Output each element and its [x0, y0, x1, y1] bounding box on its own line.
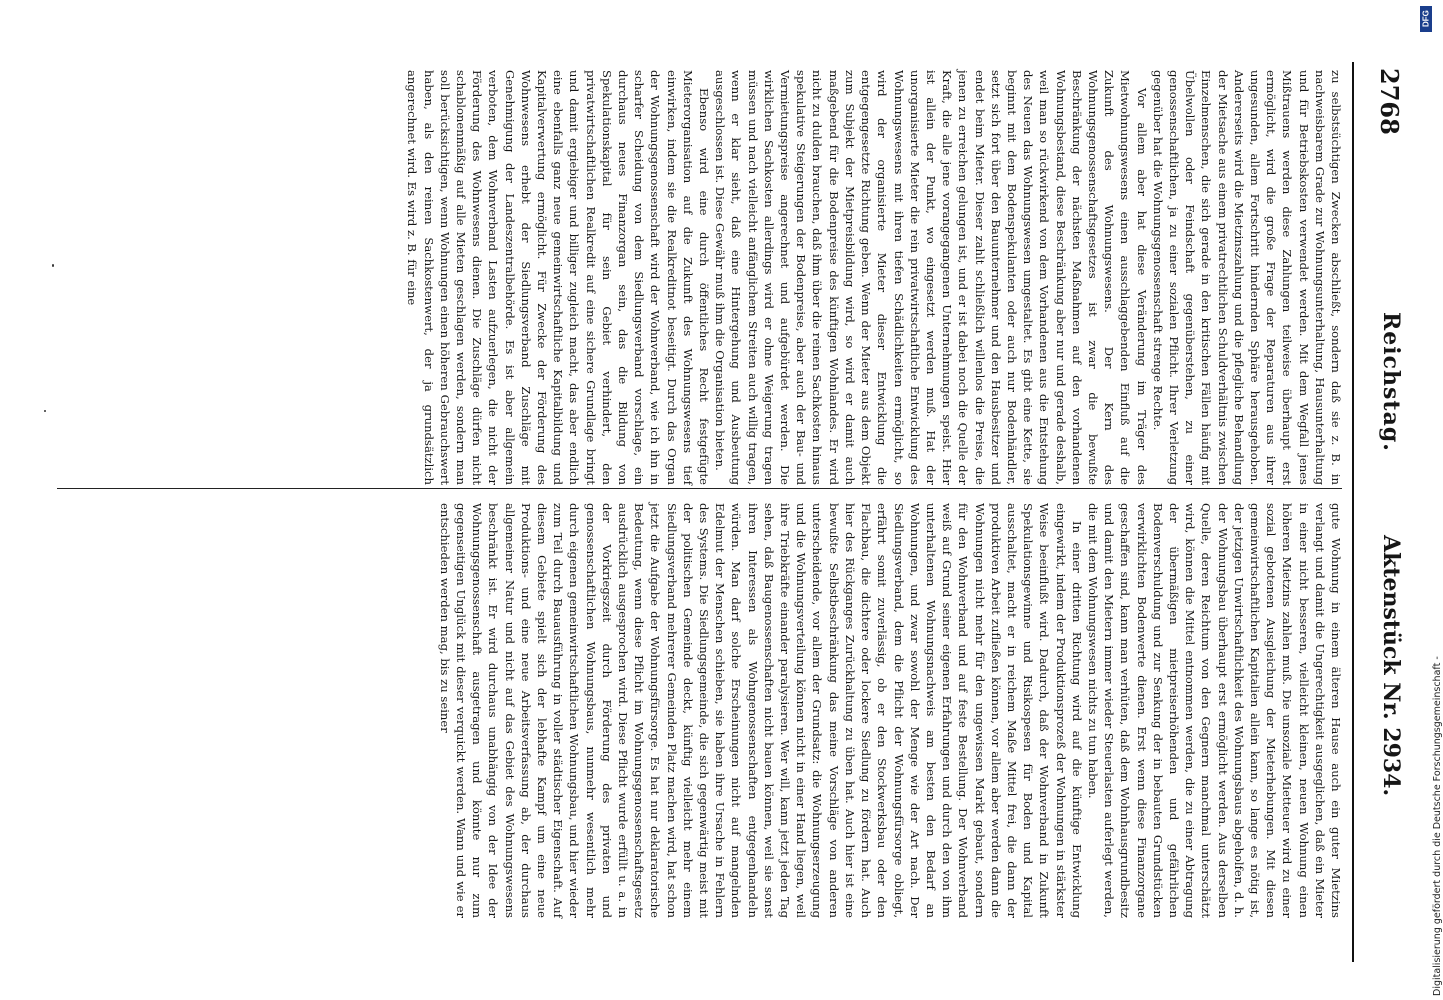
page-number: 2768: [1375, 68, 1404, 135]
running-title: Reichstag.: [1378, 312, 1404, 452]
scan-speck: [52, 264, 54, 267]
document-label: Aktenstück Nr. 2934.: [1378, 535, 1404, 797]
dfg-logo: DFG: [1420, 6, 1432, 32]
column-divider: [57, 488, 1342, 489]
text-column-right: [54, 503, 1344, 918]
paragraph: gute Wohnung in einem älteren Hause auch ein guter Mietzins verlangt und damit die Ungerechtigkeit ausgeglichen, daß ein Mieter in einer nicht besseren, vielleicht kleinen, neuen Wohnung einen höheren Mietzins zahlen muß. Die unsoziale Mietteuer wird zu einer sozial gebotenen Ausgleichung der Mieterhebungen. Mit diesen gemeinwirtschaftlichen Kapitalien allein kann, so lange es nötig ist, der jetzigen Unwirtschaftlichkeit des Wohnungsbaus abgeholfen, d. h. der Wohnungsbau überhaupt erst ermöglicht werden. Aus derselben Quelle, deren Reichtum von den Gegnern manchmal unterschätzt wird, können die Mittel entnommen werden, die zu einer Abtragung der übermäßigen mietpreiserhöhenden und gefährlichen Bodenverschuldung und zur Senkung der in bebauten Grundstücken verwirklichten Bodenwerte dienen. Erst wenn diese Finanzorgane geschaffen sind, kann man verhüten, daß dem Wohnhausgrundbesitz und damit den Mietern immer wieder Steuerlasten auferlegt werden, die mit dem Wohnungswesen nichts zu tun haben.: [1085, 503, 1343, 918]
text-column-left: [54, 70, 1344, 485]
header-rule: [1352, 62, 1354, 962]
digitization-note: Digitalisierung gefördert durch die Deutsche Forschungsgemeinschaft -: [1432, 656, 1443, 996]
paragraph: Ebenso wird eine durch öffentliches Recht festgefügte Mieterorganisation auf die Zukunft des Wohnungswesens tief einwirken, indem sie die Realkreditnot beseitigt. Durch das Organ der Wohnungsgenossenschaft wird der Wohnverband, wie ich ihn in scharfer Scheidung von dem Siedlungsverband vorschlage, ein durchaus neues Finanzorgan sein, das die Bildung von Spekulationskapital für sein Gebiet verhindert, den privatwirtschaftlichen Realkredit auf eine sichere Grundlage bringt und damit ergiebiger und billiger zugleich macht, das aber endlich eine ebenfalls ganz neue gemeinwirtschaftliche Kapitalbildung und Kapitalverwertung ermöglicht. Für Zwecke der Förderung des Wohnwesens erhebt der Siedlungsverband Zuschläge mit Genehmigung der Landeszentralbehörde. Es ist aber allgemein verboten, dem Wohnverband Lasten aufzuerlegen, die nicht der Förderung des Wohnwesens dienen. Die Zuschläge dürfen nicht schablonenmäßig auf alle Mieten geschlagen werden, sondern man soll berücksichtigen, wenn Wohnungen einen höheren Gebrauchswert haben, als den reinen Sachkostenwert, der ja grundsätzlich angerechnet wird. Es wird z. B. für eine: [405, 70, 712, 485]
page-header: [1348, 0, 1434, 1000]
scan-speck: [44, 410, 46, 412]
paragraph: In einer dritten Richtung wird auf die künftige Entwicklung eingewirkt, indem der Produktionsprozeß der Wohnungen in stärkster Weise beeinflußt wird. Dadurch, daß der Wohnverband in Zukunft Spekulationsgewinne und Risikospesen für Boden und Kapital ausschaltet, macht er in reichem Maße Mittel frei, die dann der produktiven Arbeit zufließen können, vor allem aber werden dann die Wohnungen nicht mehr für den ungewissen Markt gebaut, sondern für den Wohnverband und auf feste Bestellung. Der Wohnverband weiß auf Grund seiner eigenen Erfahrungen und durch den von ihm unterhaltenen Wohnungsnachweis am besten den Bedarf an Wohnungen, und zwar sowohl der Menge wie der Art nach. Der Siedlungsverband, dem die Pflicht der Wohnungsfürsorge obliegt, erfährt somit zuverlässig, ob er den Stockwerksbau oder den Flachbau, die dichtere oder lockere Siedlung zu fördern hat. Auch hier des Rückganges Zurückhaltung zu üben hat. Auch hier ist eine bewußte Selbstbeschränkung das meine Vorschläge von anderen unterscheidende, vor allem der Grundsatz: die Wohnungserzeugung und die Wohnungsverteilung können nicht in einer Hand liegen, weil ihre Triebkräfte einander paralysieren. Wer will, kann jetzt jeden Tag sehen, daß Baugenossenschaften nicht bauen können, weil sie sonst ihren Interessen als Wohngenossenschaften entgegenhandeln würden. Man darf solche Erscheinungen nicht auf mangelnden Edelmut der Menschen schieben, sie haben ihre Ursache in Fehlern des Systems. Die Siedlungsgemeinde, die sich gegenwärtig meist mit der politischen Gemeinde deckt, künftig vielleicht mehr einem Siedlungsverband mehrerer Gemeinden Platz machen wird, hat schon jetzt die Aufgabe der Wohnungsfürsorge. Es hat nur deklaratorische Bedeutung, wenn diese Pflicht im Wohnungsgenossenschaftsgesetz ausdrücklich ausgesprochen wird. Diese Pflicht wurde erfüllt u. a. in der Vorkriegszeit durch Förderung des privaten und genossenschaftlichen Wohnungsbaus, nunmehr wesentlich mehr durch eigenen gemeinwirtschaftlichen Wohnungsbau, und hier wieder zum Teil durch Bauausführung in voller städtischer Eigenschaft. Auf diesem Gebiete spielt sich der lebhafte Kampf um eine neue Produktions- und eine neue Arbeitsverfassung ab, der durchaus allgemeiner Natur und nicht auf das Gebiet des Wohnungswesens beschränkt ist. Er wird durchaus unabhängig von der Idee der Wohnungsgenossenschaft ausgetragen und könnte nur zum gegenseitigen Unglück mit dieser verquickt werden. Wann und wie er entschieden werden mag, bis zu seiner: [437, 503, 1084, 918]
paragraph: zu selbstsüchtigen Zwecken abschließt, sondern daß sie z. B. in nachweisbarem Grade zur Wohnungsunterhaltung, Hausunterhaltung und für Betriebskosten verwendet werden. Mit dem Wegfall jenes Mißtrauens werden diese Zahlungen teilweise überhaupt erst ermöglicht, wird die große Frage der Reparaturen aus ihrer ungesunden, allem Fortschritt hindernden Sphäre herausgehoben. Andererseits wird die Mietzinszahlung und die pflegliche Behandlung der Mietsache aus einem privatrechtlichen Schuldverhältnis zwischen Einzelmenschen, die sich gerade in den kritischen Fällen häufig mit Übelwollen oder Feindschaft gegenüberstehen, zu einer genossenschaftlichen, ja zu einer sozialen Pflicht. Ihrer Verletzung gegenüber hat die Wohnungsgenossenschaft strenge Rechte.: [1150, 70, 1343, 485]
paragraph: Vor allem aber hat diese Veränderung im Träger des Mietwohnungswesens einen ausschlaggebenden Einfluß auf die Zukunft des Wohnungswesens. Der Kern des Wohnungsgenossenschaftsgesetzes ist zwar die bewußte Beschränkung der nächsten Maßnahmen auf den vorhandenen Wohnungsbestand, diese Beschränkung aber nur und gerade deshalb, weil man so rückwirkend von dem Vorhandenen aus die Entstehung des Neuen das Wohnungswesen umgestaltet. Es gibt eine Kette, sie beginnt mit dem Bodenspekulanten oder auch nur Bodenhändler, setzt sich fort über den Bauunternehmer und den Hausbesitzer und endet beim Mieter. Dieser zahlt schließlich willenlos die Preise, die jenen zu erreichen gelungen ist, und er ist dabei noch die Quelle der Kraft, die alle jene vorangegangenen Unternehmungen speist. Hier ist allein der Punkt, wo eingesetzt werden muß. Hat der unorganisierte Mieter die rein privatwirtschaftliche Entwicklung des Wohnungswesens mit ihren tiefen Schädlichkeiten ermöglicht, so wird der organisierte Mieter dieser Entwicklung die entgegengesetzte Richtung geben. Wenn der Mieter aus dem Objekt zum Subjekt der Mietpreisbildung wird, so wird er damit auch maßgebend für die Bodenpreise des künftigen Wohnlandes. Er wird nicht zu dulden brauchen, daß ihm über die reinen Sachkosten hinaus spekulative Steigerungen der Bodenpreise, aber auch der Bau- und Vermietungspreise angerechnet und aufgebürdet werden. Die wirklichen Sachkosten allerdings wird er ohne Weigerung tragen müssen und nach vielleicht anfänglichem Streiten auch willig tragen, wenn er klar sieht, daß eine Hintergehung und Ausbeutung ausgeschlossen ist. Diese Gewähr muß ihm die Organisation bieten.: [713, 70, 1149, 485]
